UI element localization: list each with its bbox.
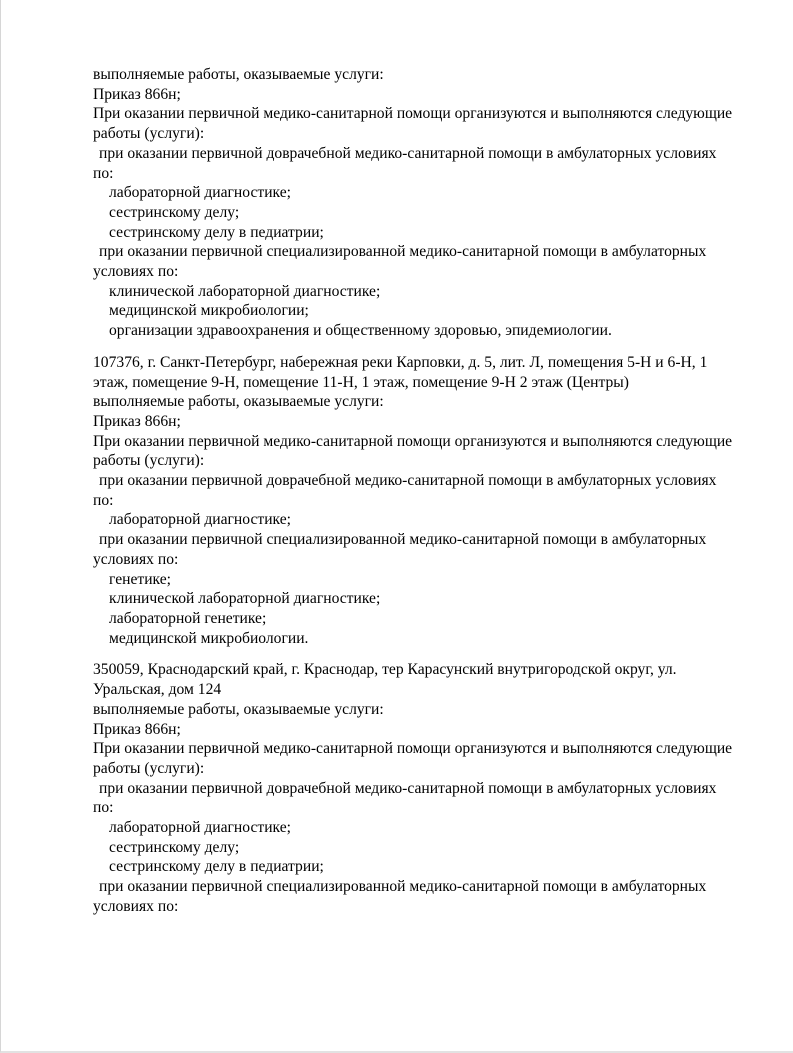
text-line: При оказании первичной медико-санитарной помощи организуются и выполняются следующие xyxy=(93,740,733,758)
address-line: этаж, помещение 9-Н, помещение 11-Н, 1 этаж, помещение 9-Н 2 этаж (Центры) xyxy=(93,373,629,391)
text-line: работы (услуги): xyxy=(93,452,205,470)
text-line: работы (услуги): xyxy=(93,759,205,777)
service-item: сестринскому делу в педиатрии; xyxy=(109,223,324,241)
care-type-line: при оказании первичной специализированной медико-санитарной помощи в амбулаторных xyxy=(99,531,707,549)
document-section-2 xyxy=(93,353,743,649)
care-type-line: по: xyxy=(93,799,114,817)
service-item: лабораторной генетике; xyxy=(109,609,267,627)
order-reference: Приказ 866н; xyxy=(93,85,181,103)
care-type-line: при оказании первичной доврачебной медико-санитарной помощи в амбулаторных условиях xyxy=(99,779,717,797)
service-item: лабораторной диагностике; xyxy=(109,511,291,529)
document-section-3 xyxy=(93,660,743,916)
text-line: работы (услуги): xyxy=(93,125,205,143)
care-type-line: условиях по: xyxy=(93,550,179,568)
care-type-line: при оказании первичной специализированной медико-санитарной помощи в амбулаторных xyxy=(99,243,707,261)
service-item: лабораторной диагностике; xyxy=(109,184,291,202)
text-line: При оказании первичной медико-санитарной помощи организуются и выполняются следующие xyxy=(93,432,733,450)
care-type-line: по: xyxy=(93,164,114,182)
care-type-line: при оказании первичной специализированной медико-санитарной помощи в амбулаторных xyxy=(99,878,707,896)
address-line: Уральская, дом 124 xyxy=(93,681,222,699)
care-type-line: при оказании первичной доврачебной медико-санитарной помощи в амбулаторных условиях xyxy=(99,144,717,162)
care-type-line: по: xyxy=(93,491,114,509)
service-item: сестринскому делу; xyxy=(109,203,240,221)
document-body xyxy=(93,65,743,917)
works-services-label: выполняемые работы, оказываемые услуги: xyxy=(93,393,384,411)
service-item: организации здравоохранения и общественному здоровью, эпидемиологии. xyxy=(109,322,612,340)
service-item: медицинской микробиологии; xyxy=(109,302,309,320)
order-reference: Приказ 866н; xyxy=(93,412,181,430)
care-type-line: условиях по: xyxy=(93,263,179,281)
address-line: 107376, г. Санкт-Петербург, набережная реки Карповки, д. 5, лит. Л, помещения 5-Н и 6-Н, 1 xyxy=(93,353,708,371)
service-item: медицинской микробиологии. xyxy=(109,629,309,647)
service-item: сестринскому делу в педиатрии; xyxy=(109,858,324,876)
service-item: сестринскому делу; xyxy=(109,838,240,856)
order-reference: Приказ 866н; xyxy=(93,720,181,738)
care-type-line: при оказании первичной доврачебной медико-санитарной помощи в амбулаторных условиях xyxy=(99,472,717,490)
document-section-1 xyxy=(93,65,743,341)
service-item: генетике; xyxy=(109,570,171,588)
service-item: клинической лабораторной диагностике; xyxy=(109,282,381,300)
text-line: При оказании первичной медико-санитарной помощи организуются и выполняются следующие xyxy=(93,105,733,123)
address-line: 350059, Краснодарский край, г. Краснодар, тер Карасунский внутригородской округ, ул. xyxy=(93,661,677,679)
service-item: клинической лабораторной диагностике; xyxy=(109,590,381,608)
service-item: лабораторной диагностике; xyxy=(109,819,291,837)
works-services-label: выполняемые работы, оказываемые услуги: xyxy=(93,700,384,718)
works-services-label: выполняемые работы, оказываемые услуги: xyxy=(93,66,384,83)
care-type-line: условиях по: xyxy=(93,897,179,915)
